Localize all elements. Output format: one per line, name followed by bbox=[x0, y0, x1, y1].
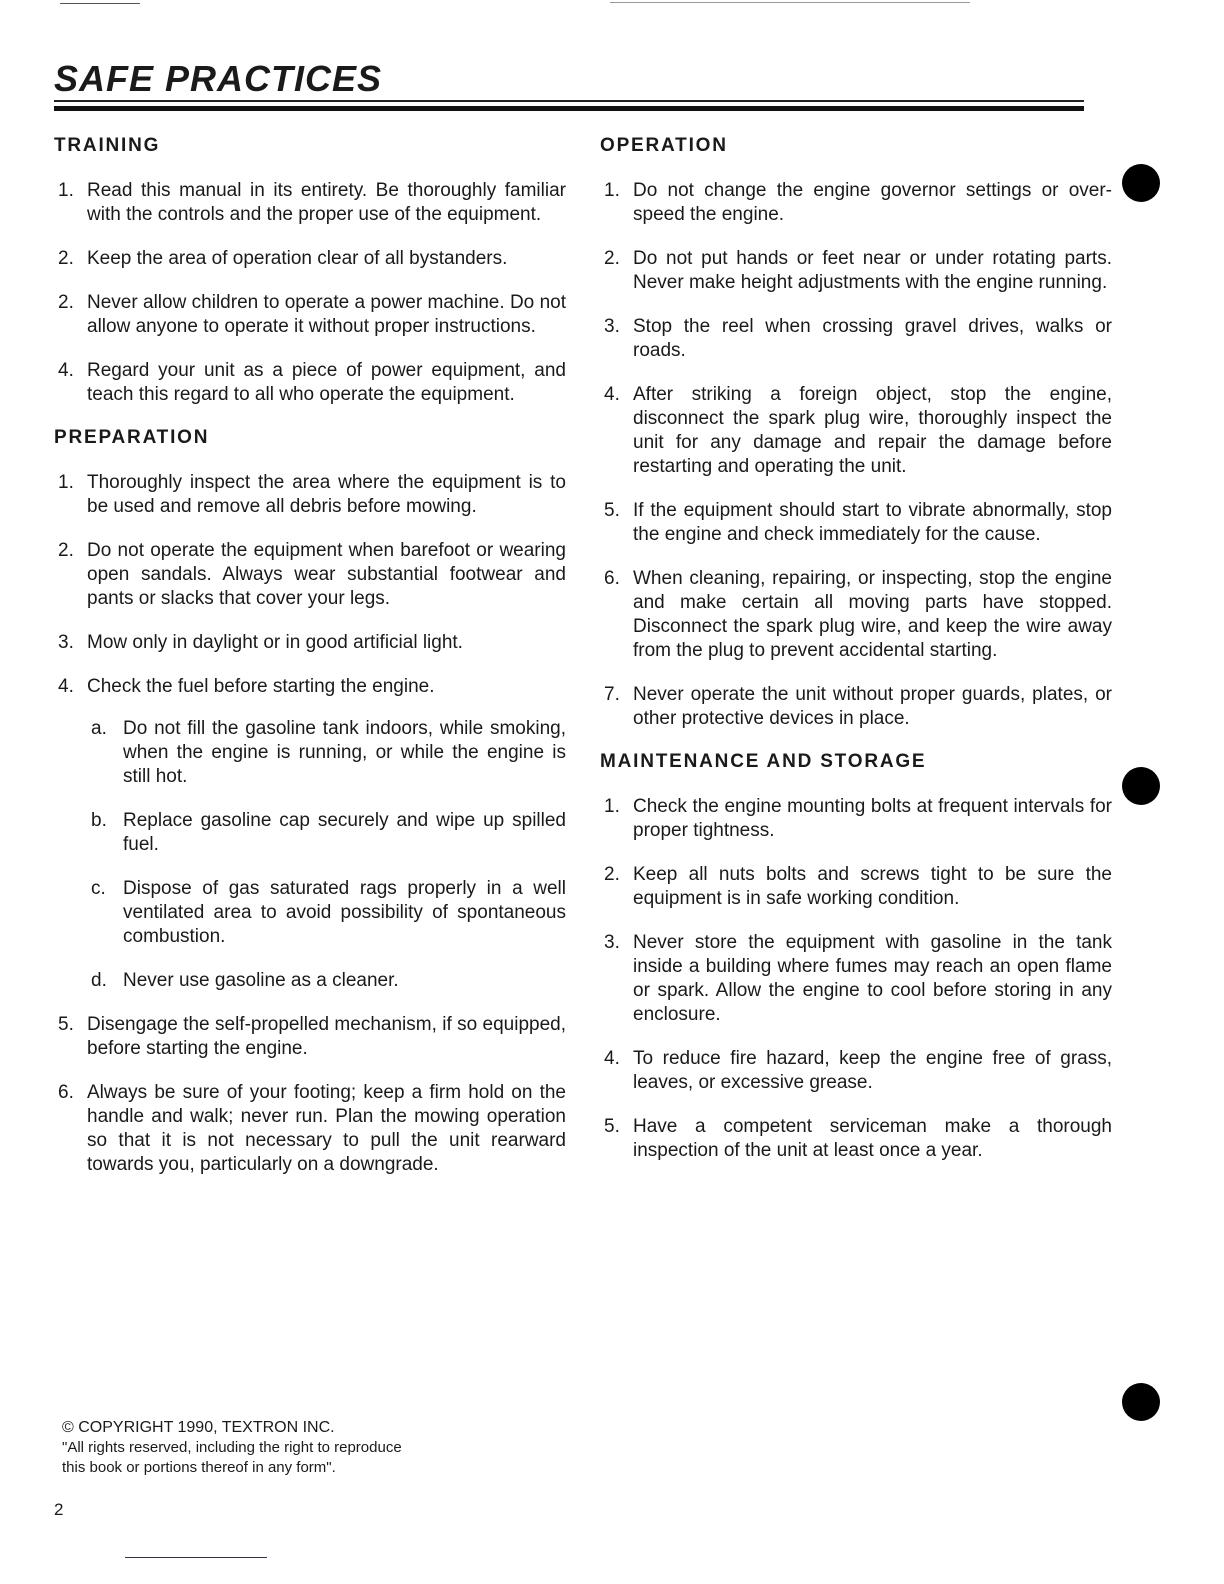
list-item bbox=[600, 795, 1112, 843]
list-item bbox=[600, 1047, 1112, 1095]
maintenance-list bbox=[600, 795, 1112, 1163]
training-heading: TRAINING bbox=[54, 135, 161, 156]
scan-mark-top-left bbox=[60, 3, 140, 4]
item-number: 6. bbox=[604, 568, 620, 589]
preparation-heading: PREPARATION bbox=[54, 427, 210, 448]
title-rule-thick bbox=[54, 106, 1084, 111]
item-text: Check the fuel before starting the engine. bbox=[87, 676, 435, 697]
rights-line: this book or portions thereof in any form". bbox=[62, 1459, 336, 1476]
maintenance-section bbox=[600, 751, 1112, 1163]
list-item bbox=[600, 247, 1112, 295]
maintenance-heading: MAINTENANCE AND STORAGE bbox=[600, 751, 927, 772]
list-item bbox=[600, 315, 1112, 363]
operation-list bbox=[600, 179, 1112, 731]
item-number: 2. bbox=[604, 248, 620, 269]
scan-mark-bottom bbox=[125, 1557, 267, 1558]
item-number: 5. bbox=[58, 1014, 74, 1035]
list-item bbox=[600, 1115, 1112, 1163]
list-item bbox=[54, 1081, 566, 1177]
list-item bbox=[600, 683, 1112, 731]
sub-item-text: Do not fill the gasoline tank indoors, while smoking, when the engine is running, or while the engine is still hot. bbox=[123, 718, 566, 787]
item-number: 1. bbox=[604, 180, 620, 201]
item-text: After striking a foreign object, stop the engine, disconnect the spark plug wire, thoroughly inspect the unit for any damage and repair the damage before restarting and operating the unit. bbox=[633, 384, 1112, 477]
item-number: 5. bbox=[604, 500, 620, 521]
list-item bbox=[600, 499, 1112, 547]
list-item bbox=[54, 539, 566, 611]
item-text: Mow only in daylight or in good artificial light. bbox=[87, 632, 463, 653]
left-column bbox=[54, 135, 566, 1197]
sub-item-text: Never use gasoline as a cleaner. bbox=[123, 970, 399, 991]
right-column bbox=[600, 135, 1112, 1183]
list-item bbox=[54, 291, 566, 339]
item-text: Never allow children to operate a power machine. Do not allow anyone to operate it without proper instructions. bbox=[87, 292, 566, 337]
page-number: 2 bbox=[54, 1500, 64, 1519]
list-item bbox=[54, 359, 566, 407]
item-number: 2. bbox=[58, 248, 74, 269]
list-item bbox=[600, 567, 1112, 663]
item-number: 2. bbox=[604, 864, 620, 885]
sub-item-letter: d. bbox=[91, 970, 107, 991]
item-number: 3. bbox=[604, 932, 620, 953]
list-item bbox=[54, 631, 566, 655]
list-item bbox=[600, 383, 1112, 479]
fuel-sublist bbox=[87, 717, 566, 993]
sub-item-letter: a. bbox=[91, 718, 107, 739]
item-number: 4. bbox=[58, 676, 74, 697]
item-text: Do not change the engine governor settings or over-speed the engine. bbox=[633, 180, 1112, 225]
list-item bbox=[54, 179, 566, 227]
list-item bbox=[600, 863, 1112, 911]
list-item bbox=[600, 179, 1112, 227]
list-item bbox=[54, 247, 566, 271]
sub-item-text: Dispose of gas saturated rags properly in a well ventilated area to avoid possibility of spontaneous combustion. bbox=[123, 878, 566, 947]
item-text: Do not put hands or feet near or under rotating parts. Never make height adjustments with the engine running. bbox=[633, 248, 1112, 293]
sub-item-text: Replace gasoline cap securely and wipe up spilled fuel. bbox=[123, 810, 566, 855]
operation-heading: OPERATION bbox=[600, 135, 728, 156]
training-list bbox=[54, 179, 566, 407]
sub-list-item bbox=[87, 877, 566, 949]
item-number: 1. bbox=[58, 180, 74, 201]
item-text: Check the engine mounting bolts at frequent intervals for proper tightness. bbox=[633, 796, 1112, 841]
item-text: Disengage the self-propelled mechanism, if so equipped, before starting the engine. bbox=[87, 1014, 566, 1059]
item-text: If the equipment should start to vibrate abnormally, stop the engine and check immediately for the cause. bbox=[633, 500, 1112, 545]
item-number: 6. bbox=[58, 1082, 74, 1103]
preparation-list bbox=[54, 471, 566, 1177]
item-number: 1. bbox=[58, 472, 74, 493]
item-text: Do not operate the equipment when barefoot or wearing open sandals. Always wear substantial footwear and pants or slacks that cover your legs. bbox=[87, 540, 566, 609]
copyright-notice bbox=[62, 1418, 402, 1478]
list-item bbox=[54, 1013, 566, 1061]
item-text: Stop the reel when crossing gravel drives, walks or roads. bbox=[633, 316, 1112, 361]
item-number: 1. bbox=[604, 796, 620, 817]
item-text: Never store the equipment with gasoline in the tank inside a building where fumes may reach an open flame or spark. Allow the engine to cool before storing in any enclosure. bbox=[633, 932, 1112, 1025]
item-number: 2. bbox=[58, 540, 74, 561]
copyright-line: © COPYRIGHT 1990, TEXTRON INC. bbox=[62, 1419, 335, 1436]
item-text: Never operate the unit without proper guards, plates, or other protective devices in place. bbox=[633, 684, 1112, 729]
item-number: 5. bbox=[604, 1116, 620, 1137]
preparation-section bbox=[54, 427, 566, 1177]
training-section bbox=[54, 135, 566, 407]
item-text: Read this manual in its entirety. Be thoroughly familiar with the controls and the proper use of the equipment. bbox=[87, 180, 566, 225]
scan-mark-top-right bbox=[610, 2, 970, 3]
item-number: 4. bbox=[604, 384, 620, 405]
item-number: 3. bbox=[604, 316, 620, 337]
sub-list-item bbox=[87, 969, 566, 993]
sub-list-item bbox=[87, 809, 566, 857]
operation-section bbox=[600, 135, 1112, 731]
item-number: 7. bbox=[604, 684, 620, 705]
punch-hole bbox=[1122, 1383, 1160, 1421]
sub-item-letter: b. bbox=[91, 810, 107, 831]
item-number: 4. bbox=[58, 360, 74, 381]
title-rule-thin bbox=[54, 100, 1084, 102]
sub-list-item bbox=[87, 717, 566, 789]
punch-hole bbox=[1122, 164, 1160, 202]
list-item bbox=[54, 471, 566, 519]
item-text: Have a competent serviceman make a thorough inspection of the unit at least once a year. bbox=[633, 1116, 1112, 1161]
item-text: Always be sure of your footing; keep a firm hold on the handle and walk; never run. Plan the mowing operation so that it is not necessary to pull the unit rearward towards you, particularly on a downgrade. bbox=[87, 1082, 566, 1175]
item-number: 4. bbox=[604, 1048, 620, 1069]
rights-line: "All rights reserved, including the right to reproduce bbox=[62, 1439, 402, 1456]
page-title: SAFE PRACTICES bbox=[54, 58, 383, 99]
item-number: 3. bbox=[58, 632, 74, 653]
item-text: When cleaning, repairing, or inspecting, stop the engine and make certain all moving parts have stopped. Disconnect the spark plug wire, and keep the wire away from the plug to prevent accidental starting. bbox=[633, 568, 1112, 661]
item-text: Keep all nuts bolts and screws tight to be sure the equipment is in safe working condition. bbox=[633, 864, 1112, 909]
list-item bbox=[600, 931, 1112, 1027]
item-text: Keep the area of operation clear of all bystanders. bbox=[87, 248, 508, 269]
sub-item-letter: c. bbox=[91, 878, 106, 899]
list-item bbox=[54, 675, 566, 993]
item-text: To reduce fire hazard, keep the engine free of grass, leaves, or excessive grease. bbox=[633, 1048, 1112, 1093]
item-number: 2. bbox=[58, 292, 74, 313]
item-text: Thoroughly inspect the area where the equipment is to be used and remove all debris before mowing. bbox=[87, 472, 566, 517]
punch-hole bbox=[1122, 767, 1160, 805]
item-text: Regard your unit as a piece of power equipment, and teach this regard to all who operate the equipment. bbox=[87, 360, 566, 405]
